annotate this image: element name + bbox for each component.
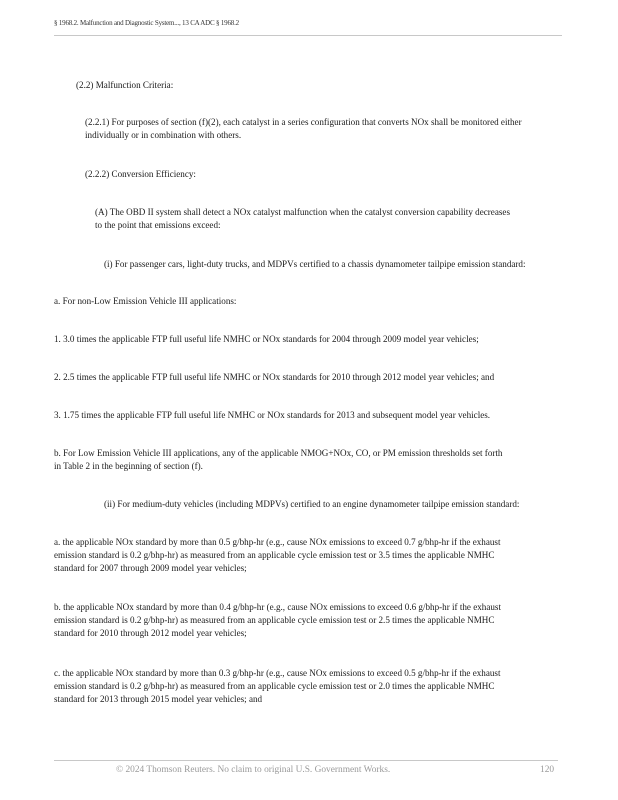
paragraph-line: b. the applicable NOx standard by more than 0.4 g/bhp-hr (e.g., cause NOx emissions to exceed 0.6 g/bhp-hr if the exhaust (54, 602, 501, 612)
paragraph-line: c. the applicable NOx standard by more than 0.3 g/bhp-hr (e.g., cause NOx emissions to exceed 0.5 g/bhp-hr if the exhaust (54, 668, 501, 678)
list-item-2: 2. 2.5 times the applicable FTP full useful life NMHC or NOx standards for 2010 through 2012 model year vehicles; and (54, 372, 495, 382)
paragraph-line: a. the applicable NOx standard by more than 0.5 g/bhp-hr (e.g., cause NOx emissions to exceed 0.7 g/bhp-hr if the exhaust (54, 537, 501, 547)
heading-conversion-efficiency: (2.2.2) Conversion Efficiency: (85, 169, 196, 179)
heading-malfunction-criteria: (2.2) Malfunction Criteria: (76, 80, 174, 90)
paragraph-line: in Table 2 in the beginning of section (f). (54, 461, 203, 472)
paragraph-line: individually or in combination with others. (85, 130, 242, 141)
paragraph-c-nox-03 (54, 667, 500, 707)
paragraph-a-obd-detect (95, 206, 510, 232)
paragraph-line: standard for 2013 through 2015 model year vehicles; and (54, 694, 263, 705)
list-item-3: 3. 1.75 times the applicable FTP full useful life NMHC or NOx standards for 2013 and subsequent model year vehicles. (54, 410, 491, 420)
paragraph-ii-medium-duty: (ii) For medium-duty vehicles (including MDPVs) certified to an engine dynamometer tailpipe emission standard: (104, 499, 520, 509)
footer-copyright: © 2024 Thomson Reuters. No claim to original U.S. Government Works. (116, 765, 391, 775)
paragraph-line: (2.2.1) For purposes of section (f)(2), each catalyst in a series configuration that converts NOx shall be monitored either (85, 117, 522, 127)
paragraph-line: standard for 2007 through 2009 model year vehicles; (54, 563, 247, 574)
header-rule (54, 35, 562, 36)
paragraph-b-nox-04 (54, 601, 501, 641)
paragraph-line: emission standard is 0.2 g/bhp-hr) as measured from an applicable cycle emission test or 3.5 times the applicable NMHC (54, 550, 495, 561)
paragraph-2-2-1 (85, 116, 522, 142)
paragraph-line: emission standard is 0.2 g/bhp-hr) as measured from an applicable cycle emission test or 2.5 times the applicable NMHC (54, 615, 495, 626)
footer-rule (54, 760, 558, 761)
paragraph-a-nox-05 (54, 536, 500, 576)
paragraph-line: to the point that emissions exceed: (95, 220, 221, 231)
paragraph-line: emission standard is 0.2 g/bhp-hr) as measured from an applicable cycle emission test or 2.0 times the applicable NMHC (54, 681, 495, 692)
paragraph-line: (A) The OBD II system shall detect a NOx catalyst malfunction when the catalyst conversion capability decreases (95, 207, 510, 217)
paragraph-line: b. For Low Emission Vehicle III applications, any of the applicable NMOG+NOx, CO, or PM emission thresholds set forth (54, 448, 503, 458)
paragraph-b-lev3 (54, 447, 502, 473)
page-number: 120 (540, 765, 555, 775)
list-item-1: 1. 3.0 times the applicable FTP full useful life NMHC or NOx standards for 2004 through 2009 model year vehicles; (54, 334, 479, 344)
paragraph-a-non-lev3: a. For non-Low Emission Vehicle III applications: (54, 296, 237, 306)
running-header: § 1968.2. Malfunction and Diagnostic System..., 13 CA ADC § 1968.2 (54, 19, 239, 27)
paragraph-line: standard for 2010 through 2012 model year vehicles; (54, 628, 247, 639)
paragraph-i-passenger-cars: (i) For passenger cars, light-duty trucks, and MDPVs certified to a chassis dynamometer tailpipe emission standard: (104, 259, 526, 269)
